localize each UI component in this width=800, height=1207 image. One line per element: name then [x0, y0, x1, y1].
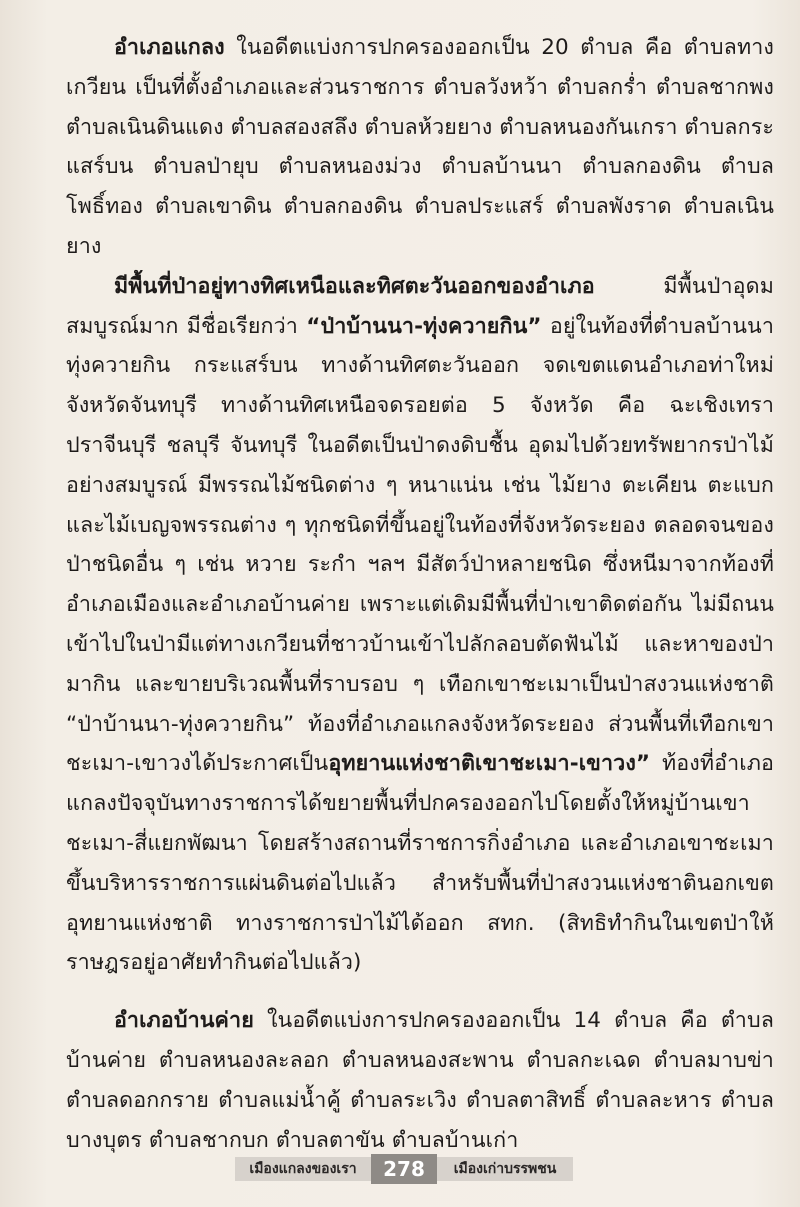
- page-footer: [224, 1154, 584, 1184]
- heading-klaeng: อำเภอแกลง: [114, 35, 225, 60]
- paragraph-forest-area: [66, 267, 774, 983]
- paragraph-2-text-a: มีพื้นป่าอุดมสมบูรณ์มาก มีชื่อเรียกว่า: [66, 273, 774, 339]
- heading-forest-area: มีพื้นที่ป่าอยู่ทางทิศเหนือและทิศตะวันออกของอำเภอ: [114, 273, 595, 299]
- footer-section-title: เมืองเก่าบรรพชน: [437, 1157, 573, 1181]
- heading-ban-khai: อำเภอบ้านค่าย: [114, 1008, 254, 1034]
- paragraph-klaeng-district: [66, 28, 774, 267]
- paragraph-ban-khai-district: [66, 1001, 774, 1160]
- national-park-name: อุทยานแห่งชาติเขาชะเมา-เขาวง”: [328, 751, 651, 777]
- paragraph-1-text: ในอดีตแบ่งการปกครองออกเป็น 20 ตำบล คือ ตำบลทางเกวียน เป็นที่ตั้งอำเภอและส่วนราชการ ตำบลวังหว้า ตำบลกร่ำ ตำบลชากพง ตำบลเนินดินแดง ตำบลสองสลึง ตำบลห้วยยาง ตำบลหนองกันเกรา ตำบลกระแสร์บน ตำบลป่ายุบ ตำบลหนองม่วง ตำบลบ้านนา ตำบลกองดิน ตำบลโพธิ์ทอง ตำบลเขาดิน ตำบลกองดิน ตำบลประแสร์ ตำบลพังราด ตำบลเนินยาง: [66, 35, 775, 259]
- page-number: 278: [371, 1154, 437, 1184]
- body-text: [66, 28, 774, 1160]
- paragraph-2-text-b: อยู่ในท้องที่ตำบลบ้านนา ทุ่งควายกิน กระแสร์บน ทางด้านทิศตะวันออก จดเขตแดนอำเภอท่าใหม่จังหวัดจันทบุรี ทางด้านทิศเหนือจดรอยต่อ 5 จังหวัด คือ ฉะเชิงเทรา ปราจีนบุรี ชลบุรี จันทบุรี ในอดีตเป็นป่าดงดิบชื้น อุดมไปด้วยทรัพยากรป่าไม้อย่างสมบูรณ์ มีพรรณไม้ชนิดต่าง ๆ หนาแน่น เช่น ไม้ยาง ตะเคียน ตะแบก และไม้เบญจพรรณต่าง ๆ ทุกชนิดที่ขึ้นอยู่ในท้องที่จังหวัดระยอง ตลอดจนของป่าชนิดอื่น ๆ เช่น หวาย ระกำ ฯลฯ มีสัตว์ป่าหลายชนิด ซึ่งหนีมาจากท้องที่อำเภอเมืองและอำเภอบ้านค่าย เพราะแต่เดิมมีพื้นที่ป่าเขาติดต่อกัน ไม่มีถนนเข้าไปในป่ามีแต่ทางเกวียนที่ชาวบ้านเข้าไปลักลอบตัดฟันไม้ และหาของป่ามากิน และขายบริเวณพื้นที่ราบรอบ ๆ เทือกเขาชะเมาเป็นป่าสงวนแห่งชาติ “ป่าบ้านนา-ทุ่งควายกิน” ท้องที่อำเภอแกลงจังหวัดระยอง ส่วนพื้นที่เทือกเขาชะเมา-เขาวงได้ประกาศเป็น: [66, 313, 774, 777]
- paragraph-3-text: ในอดีตแบ่งการปกครองออกเป็น 14 ตำบล คือ ตำบลบ้านค่าย ตำบลหนองละลอก ตำบลหนองสะพาน ตำบลกะเฉด ตำบลมาบข่า ตำบลดอกกราย ตำบลแม่น้ำคู้ ตำบลระเวิง ตำบลตาสิทธิ์ ตำบลละหาร ตำบลบางบุตร ตำบลชากบก ตำบลตาขัน ตำบลบ้านเก่า: [66, 1008, 774, 1153]
- paragraph-2-text-c: ท้องที่อำเภอแกลงปัจจุบันทางราชการได้ขยายพื้นที่ปกครองออกไปโดยตั้งให้หมู่บ้านเขาชะเมา-สี่แยกพัฒนา โดยสร้างสถานที่ราชการกิ่งอำเภอ และอำเภอเขาชะเมาขึ้นบริหารราชการแผ่นดินต่อไปแล้ว สำหรับพื้นที่ป่าสงวนแห่งชาตินอกเขตอุทยานแห่งชาติ ทางราชการป่าไม้ได้ออก สทก. (สิทธิทำกินในเขตป่าให้ราษฎรอยู่อาศัยทำกินต่อไปแล้ว): [66, 751, 774, 976]
- footer-book-title: เมืองแกลงของเรา: [235, 1157, 371, 1181]
- forest-name: “ป่าบ้านนา-ทุ่งควายกิน”: [306, 313, 542, 339]
